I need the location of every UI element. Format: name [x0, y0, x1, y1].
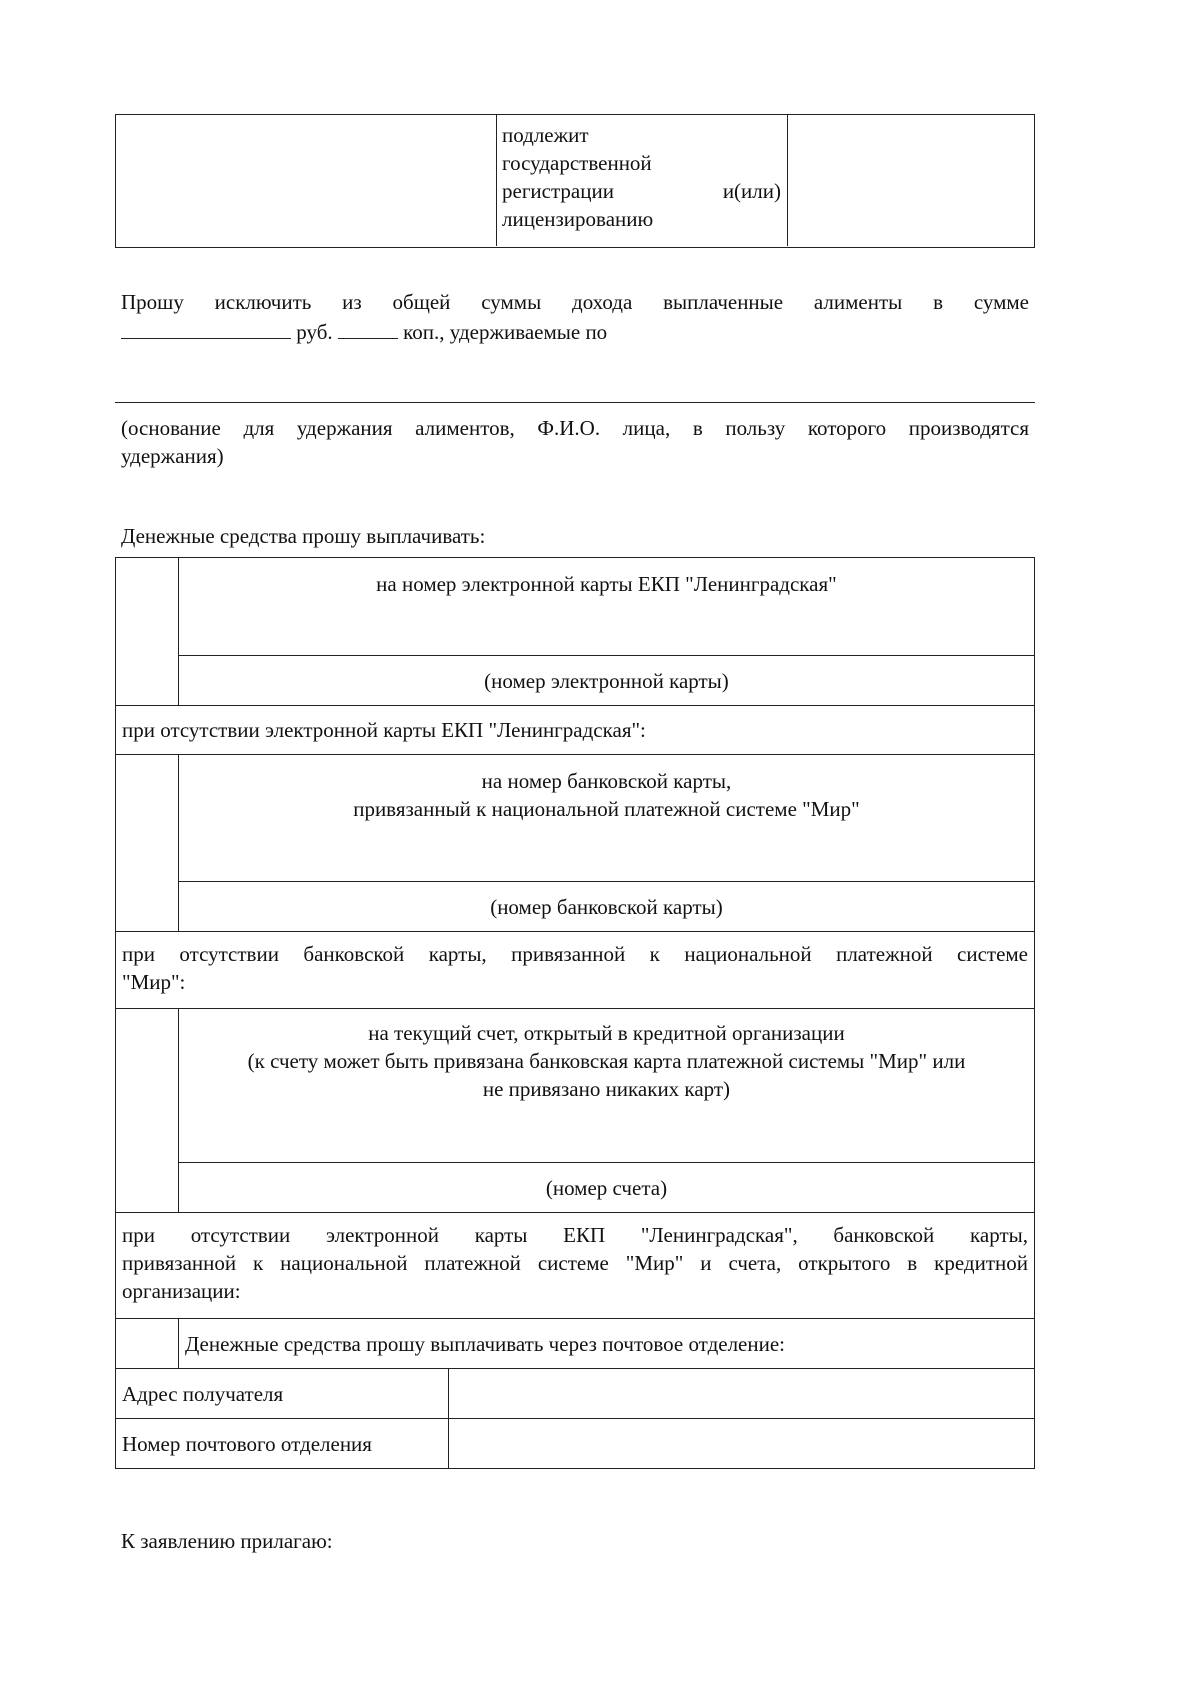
account-caption-cell	[178, 1163, 1034, 1213]
card-label: на номер электронной карты ЕКП "Ленинградская"	[376, 572, 837, 596]
no-all-line-1: при отсутствии электронной карты ЕКП "Ленинградская", банковской карты,	[122, 1223, 1028, 1247]
no-all-line-3: организации:	[122, 1279, 241, 1303]
registration-text-line-2: государственной	[502, 151, 652, 175]
registration-text-line-3b: и(или)	[722, 179, 781, 203]
post-label: Денежные средства прошу выплачивать через почтовое отделение:	[184, 1331, 786, 1356]
post-office-number-field[interactable]	[448, 1419, 1034, 1469]
no-card-row	[116, 706, 1035, 755]
top-table	[115, 114, 1035, 248]
post-option-cell	[178, 1319, 1034, 1369]
amount-rub-field[interactable]	[121, 316, 291, 339]
account-label-line-3: не привязано никаких карт)	[482, 1077, 731, 1101]
card-checkbox-cell[interactable]	[116, 558, 179, 706]
rub-label: руб.	[296, 320, 333, 344]
card-number-field[interactable]	[178, 558, 1034, 656]
no-all-row	[116, 1213, 1035, 1319]
bank-card-number-field[interactable]	[178, 755, 1034, 882]
bank-label-line-1: на номер банковской карты,	[481, 769, 732, 793]
bank-card-caption-cell	[178, 882, 1034, 932]
basis-caption	[121, 414, 1029, 470]
address-label: Адрес получателя	[122, 1381, 284, 1406]
attachments-heading: К заявлению прилагаю:	[121, 1529, 333, 1553]
amount-kop-field[interactable]	[338, 316, 398, 339]
registration-text-line-3a: регистрации	[502, 179, 614, 203]
payment-heading: Денежные средства прошу выплачивать:	[121, 524, 486, 548]
basis-caption-line-2: удержания)	[121, 444, 224, 468]
office-label-cell	[116, 1419, 449, 1469]
no-card-text: при отсутствии электронной карты ЕКП "Ленинградская":	[122, 718, 646, 742]
no-all-line-2: привязанной к национальной платежной системе "Мир" и счета, открытого в кредитной	[122, 1251, 1028, 1275]
account-number-field[interactable]	[178, 1009, 1034, 1163]
basis-caption-line-1: (основание для удержания алиментов, Ф.И.О. лица, в пользу которого производятся	[121, 416, 1029, 440]
no-bank-line-1: при отсутствии банковской карты, привязанной к национальной платежной системе	[122, 942, 1028, 966]
account-checkbox-cell[interactable]	[116, 1009, 179, 1213]
no-bank-card-row	[116, 932, 1035, 1009]
card-caption: (номер электронной карты)	[484, 668, 729, 693]
recipient-address-field[interactable]	[448, 1369, 1034, 1419]
bank-card-checkbox-cell[interactable]	[116, 755, 179, 932]
address-label-cell	[116, 1369, 449, 1419]
alimony-line-1: Прошу исключить из общей суммы дохода выплаченные алименты в сумме	[121, 290, 1029, 314]
top-table-cell-left	[116, 115, 497, 246]
bank-card-caption: (номер банковской карты)	[490, 894, 723, 919]
registration-text-line-1: подлежит	[502, 123, 589, 147]
account-label-line-1: на текущий счет, открытый в кредитной организации	[368, 1021, 845, 1045]
office-label: Номер почтового отделения	[122, 1431, 372, 1456]
kop-label: коп., удерживаемые по	[403, 320, 608, 344]
card-caption-cell	[178, 656, 1034, 706]
account-label-line-2: (к счету может быть привязана банковская карта платежной системы "Мир" или	[247, 1049, 966, 1073]
account-caption: (номер счета)	[545, 1175, 668, 1200]
payment-table	[115, 557, 1035, 1469]
no-bank-line-2: "Мир":	[122, 970, 186, 994]
top-table-cell-middle	[496, 115, 788, 246]
bank-label-line-2: привязанный к национальной платежной системе "Мир"	[353, 797, 860, 821]
registration-text-line-4: лицензированию	[502, 207, 654, 231]
post-checkbox-cell[interactable]	[116, 1319, 179, 1369]
alimony-paragraph	[121, 288, 1029, 346]
basis-input-line[interactable]	[115, 402, 1035, 403]
alimony-line-2	[121, 316, 1029, 346]
